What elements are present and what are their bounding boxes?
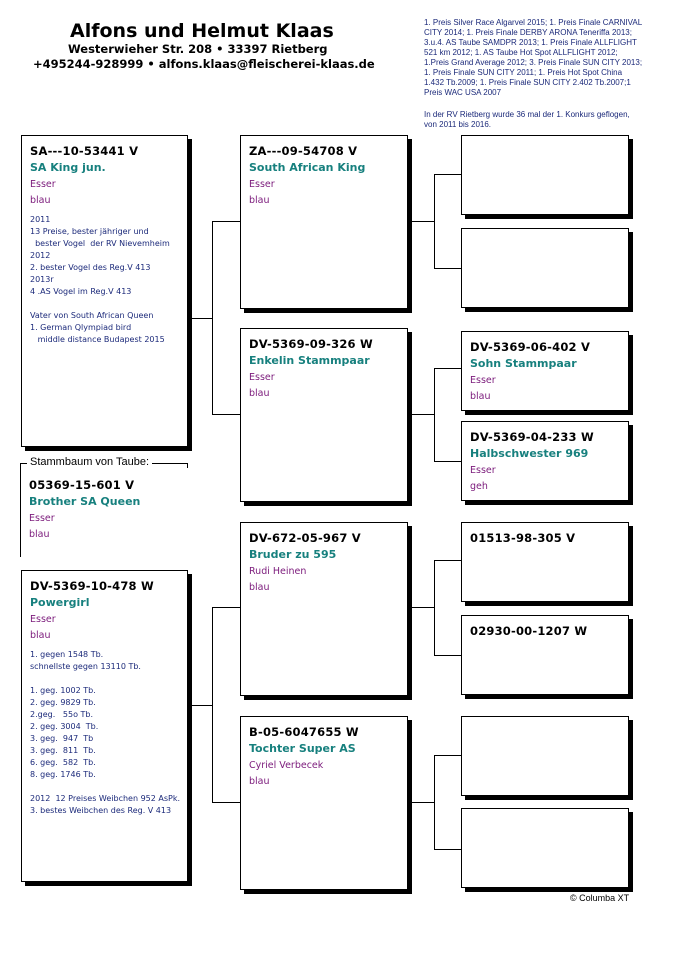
breeder: Cyriel Verbecek xyxy=(249,760,324,771)
dam-card[interactable] xyxy=(21,570,188,882)
pigeon-name: Enkelin Stammpaar xyxy=(249,354,370,367)
ring-number: SA---10-53441 V xyxy=(30,144,139,158)
connector-line xyxy=(212,221,240,222)
connector-line xyxy=(434,268,461,269)
sire-sire-card[interactable] xyxy=(240,135,408,309)
breeder: Esser xyxy=(29,513,55,524)
sire-dam-dam-card[interactable] xyxy=(461,421,629,501)
breeder: Esser xyxy=(30,614,56,625)
connector-line xyxy=(434,174,435,269)
connector-line xyxy=(212,414,240,415)
sire-sire-dam-card[interactable] xyxy=(461,228,629,308)
ring-number: 02930-00-1207 W xyxy=(470,624,588,638)
breeder-address: Westerwieher Str. 208 • 33397 Rietberg xyxy=(68,42,328,56)
dam-sire-dam-card[interactable] xyxy=(461,615,629,695)
plumage-color: blau xyxy=(249,582,270,593)
sire-dam-sire-card[interactable] xyxy=(461,331,629,411)
ring-number: DV-672-05-967 V xyxy=(249,531,361,545)
ring-number: DV-5369-09-326 W xyxy=(249,337,373,351)
plumage-color: geh xyxy=(470,481,488,492)
connector-line xyxy=(212,802,240,803)
connector-line xyxy=(212,607,240,608)
breeder-contact: +495244-928999 • alfons.klaas@fleischerei-klaas.de xyxy=(33,57,375,71)
connector-line xyxy=(408,607,435,608)
rietberg-note: In der RV Rietberg wurde 36 mal der 1. Konkurs geflogen, von 2011 bis 2016. xyxy=(424,110,630,129)
pigeon-name: Brother SA Queen xyxy=(29,495,141,508)
ring-number: 01513-98-305 V xyxy=(470,531,576,545)
dam-sire-sire-card[interactable] xyxy=(461,522,629,602)
ring-number: ZA---09-54708 V xyxy=(249,144,358,158)
breeder: Esser xyxy=(470,375,496,386)
pedigree-label: Stammbaum von Taube: xyxy=(27,456,152,468)
plumage-color: blau xyxy=(249,388,270,399)
pigeon-name: Bruder zu 595 xyxy=(249,548,337,561)
pigeon-name: Powergirl xyxy=(30,596,90,609)
breeder: Rudi Heinen xyxy=(249,566,307,577)
connector-line xyxy=(434,655,461,656)
connector-line xyxy=(434,368,435,462)
connector-line xyxy=(212,221,213,414)
copyright-footer: © Columba XT xyxy=(570,893,630,903)
pigeon-name: SA King jun. xyxy=(30,161,106,174)
connector-line xyxy=(434,560,461,561)
pigeon-name: South African King xyxy=(249,161,366,174)
ring-number: DV-5369-06-402 V xyxy=(470,340,591,354)
breeder: Esser xyxy=(249,372,275,383)
plumage-color: blau xyxy=(30,195,51,206)
plumage-color: blau xyxy=(249,195,270,206)
dam-dam-dam-card[interactable] xyxy=(461,808,629,888)
connector-line xyxy=(212,607,213,802)
connector-line xyxy=(408,221,435,222)
sire-dam-card[interactable] xyxy=(240,328,408,502)
plumage-color: blau xyxy=(249,776,270,787)
dam-dam-sire-card[interactable] xyxy=(461,716,629,796)
performance-notes: 2011 13 Preise, bester jähriger und bester Vogel der RV Nievemheim 2012 2. bester Vogel des Reg.V 413 2013r 4 .AS Vogel im Reg.V 413 Vater von South African Queen 1. German Qlympiad bird middle distance Budapest 2015 xyxy=(30,215,170,344)
sire-sire-sire-card[interactable] xyxy=(461,135,629,215)
breeder-name: Alfons und Helmut Klaas xyxy=(70,20,334,42)
connector-line xyxy=(408,414,435,415)
performance-notes: 1. gegen 1548 Tb. schnellste gegen 13110 Tb. 1. geg. 1002 Tb. 2. geg. 9829 Tb. 2.geg. 55o Tb. 2. geg. 3004 Tb. 3. geg. 947 Tb 3. geg. 811 Tb. 6. geg. 582 Tb. 8. geg. 1746 Tb. 2012 12 Preises Weibchen 952 AsPk. 3. bestes Weibchen des Reg. V 413 xyxy=(30,650,181,815)
ring-number: DV-5369-10-478 W xyxy=(30,579,154,593)
dam-dam-card[interactable] xyxy=(240,716,408,890)
connector-line xyxy=(434,368,461,369)
dam-sire-card[interactable] xyxy=(240,522,408,696)
pigeon-name: Tochter Super AS xyxy=(249,742,356,755)
plumage-color: blau xyxy=(470,391,491,402)
connector-line xyxy=(434,560,435,656)
breeder: Esser xyxy=(249,179,275,190)
plumage-color: blau xyxy=(30,630,51,641)
pigeon-name: Halbschwester 969 xyxy=(470,447,589,460)
ring-number: B-05-6047655 W xyxy=(249,725,359,739)
connector-line xyxy=(408,802,435,803)
sire-card[interactable] xyxy=(21,135,188,447)
connector-line xyxy=(434,755,461,756)
plumage-color: blau xyxy=(29,529,50,540)
connector-line xyxy=(434,849,461,850)
breeder: Esser xyxy=(470,465,496,476)
connector-line xyxy=(187,705,213,706)
pigeon-name: Sohn Stammpaar xyxy=(470,357,577,370)
awards-text: 1. Preis Silver Race Algarvel 2015; 1. Preis Finale CARNIVAL CITY 2014; 1. Preis Finale DERBY ARONA Teneriffa 2013; 3.u.4. AS Taube SAMDPR 2013; 1. Preis Finale ALLFLIGHT 521 km 2012; 1. AS Taube Hot Spot ALLFLIGHT 2012; 1.Preis Grand Average 2012; 3. Preis Finale SUN CITY 2013; 1. Preis Finale SUN CITY 2011; 1. Preis Hot Spot China 1.432 Tb.2009; 1. Preis Finale SUN CITY 2.402 Tb.2007;1 Preis WAC USA 2007 xyxy=(424,18,643,97)
subject-card[interactable] xyxy=(21,468,188,557)
ring-number: DV-5369-04-233 W xyxy=(470,430,594,444)
breeder: Esser xyxy=(30,179,56,190)
connector-line xyxy=(434,755,435,850)
ring-number: 05369-15-601 V xyxy=(29,478,135,492)
connector-line xyxy=(187,318,213,319)
connector-line xyxy=(434,461,461,462)
connector-line xyxy=(434,174,461,175)
